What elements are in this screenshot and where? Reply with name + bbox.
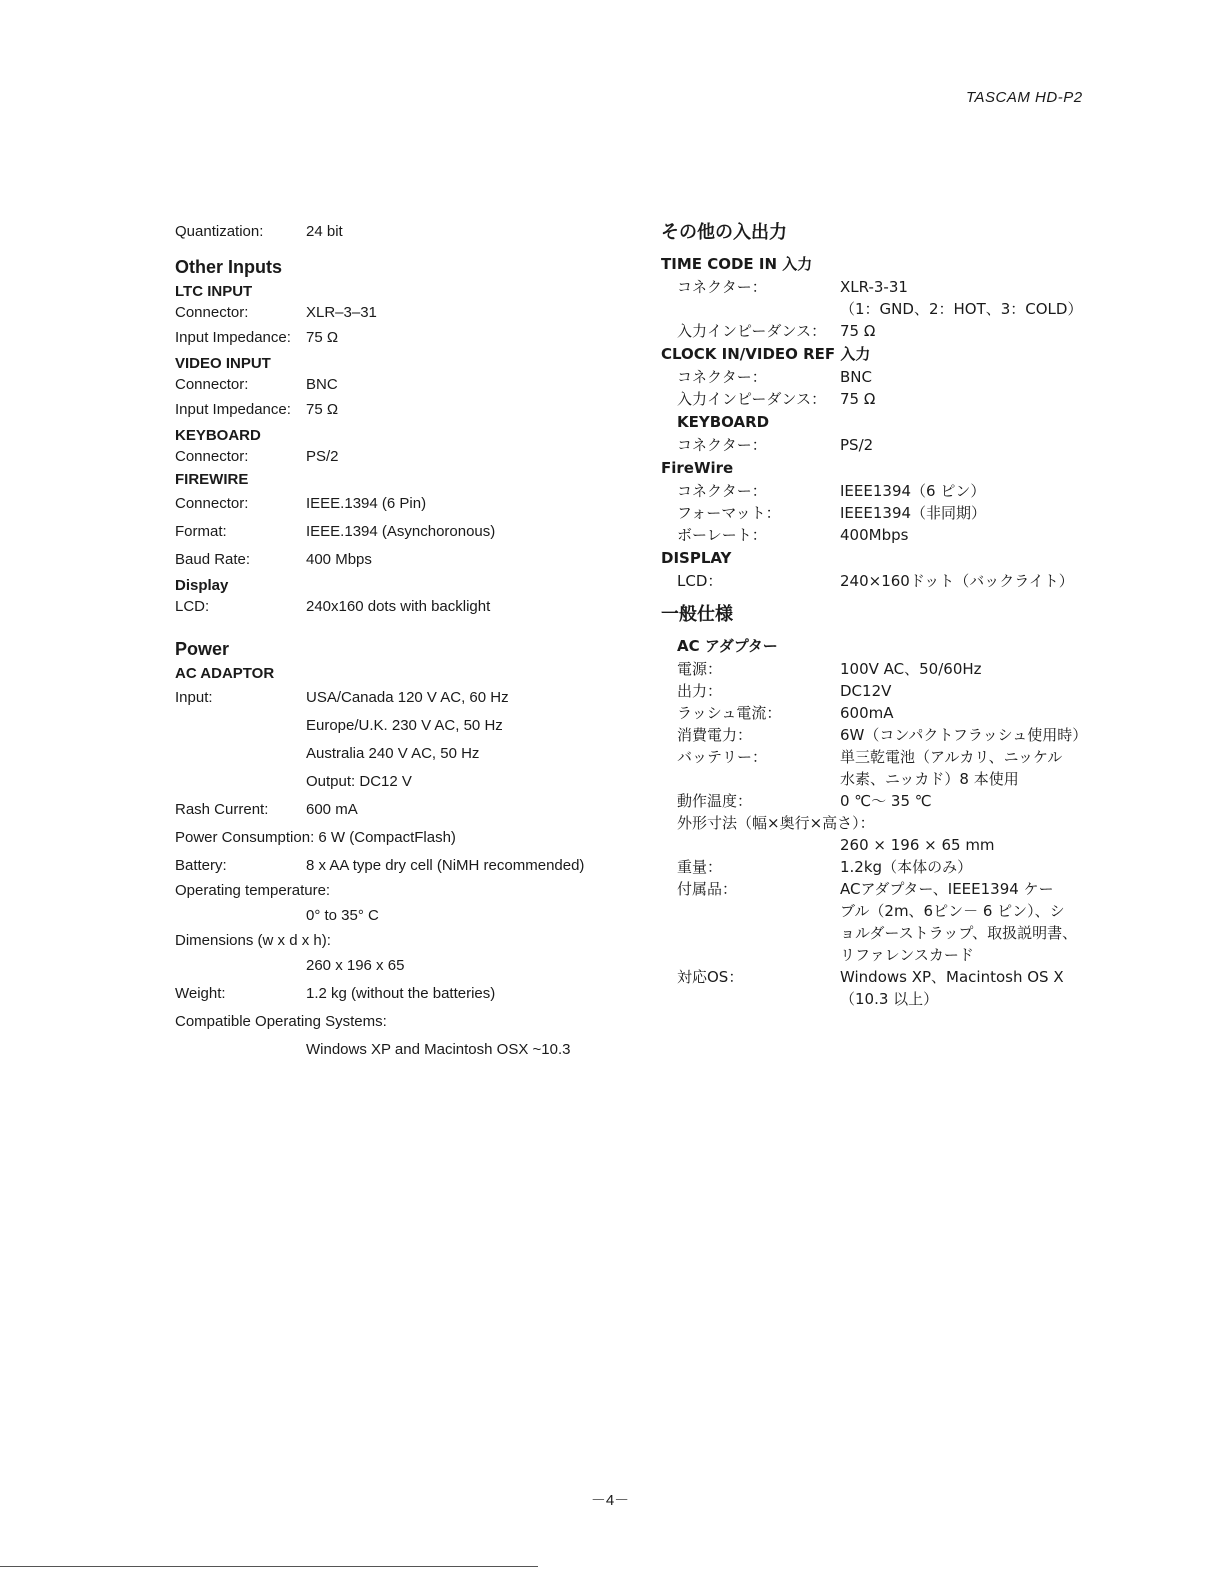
spec-row-battery (175, 852, 615, 880)
spec-value: DC12V (840, 682, 892, 700)
section-heading-power: Power (175, 639, 230, 659)
spec-row-lcd (175, 596, 615, 618)
section-heading-io: その他の入出力 (661, 222, 787, 243)
spec-label: Connector: (175, 304, 249, 321)
subsection-firewire: FIREWIRE (175, 471, 249, 488)
english-spec-column (175, 218, 615, 1064)
spec-row-consumption (661, 724, 1111, 746)
spec-value: USA/Canada 120 V AC, 60 Hz (306, 689, 509, 706)
spec-row-os (661, 966, 1111, 988)
spec-value: 400 Mbps (306, 551, 372, 568)
spec-row-input-line (175, 768, 615, 796)
spec-row-video-connector (175, 374, 615, 396)
spec-row-input (175, 684, 615, 712)
subsection-video-input: VIDEO INPUT (175, 355, 271, 372)
spec-value: Australia 240 V AC, 50 Hz (306, 745, 480, 762)
spec-value: リファレンスカード (840, 946, 974, 964)
spec-row-accessories-cont (661, 944, 1111, 966)
spec-value: 1.2 kg (without the batteries) (306, 985, 496, 1002)
spec-row-keyboard-connector (175, 446, 615, 468)
spec-label: ボーレート： (677, 526, 767, 544)
spec-row-tc-impedance (661, 320, 1111, 342)
spec-row-tc-connector (661, 276, 1111, 298)
spec-label: Compatible Operating Systems: (175, 1013, 387, 1030)
spec-value: 260 × 196 × 65 mm (840, 836, 995, 854)
spec-row-clock-connector (661, 366, 1111, 388)
spec-value: 75 Ω (306, 401, 339, 418)
spec-value: 0 ℃～ 35 ℃ (840, 792, 932, 810)
spec-row-os-value (175, 1036, 615, 1064)
spec-value: （10.3 以上） (840, 990, 939, 1008)
spec-value: ョルダーストラップ、取扱説明書、 (840, 924, 1078, 942)
subsection-firewire: FireWire (661, 459, 734, 477)
spec-label: 入力インピーダンス： (677, 390, 827, 408)
spec-label: LCD: (175, 598, 210, 615)
spec-label: 付属品： (677, 880, 738, 898)
spec-row-os-cont (661, 988, 1111, 1010)
japanese-spec-column (661, 218, 1111, 1010)
spec-row-fw-format (661, 502, 1111, 524)
bottom-divider (0, 1566, 538, 1567)
spec-label: コネクター： (677, 436, 767, 454)
spec-label: コネクター： (677, 278, 767, 296)
spec-row-battery (661, 746, 1111, 768)
spec-value: 75 Ω (840, 322, 876, 340)
spec-label: Connector: (175, 376, 249, 393)
spec-value: XLR-3-31 (840, 278, 908, 296)
spec-value: XLR–3–31 (306, 304, 377, 321)
spec-value: 600 mA (306, 801, 358, 818)
spec-row-input-line (175, 740, 615, 768)
spec-value: 水素、ニッカド）8 本使用 (840, 770, 1019, 788)
spec-row-weight (175, 980, 615, 1008)
subsection-ac-adapter: AC アダプター (677, 637, 778, 655)
spec-label: 電源： (677, 660, 723, 678)
spec-row-dim-value (661, 834, 1111, 856)
spec-row-battery-cont (661, 768, 1111, 790)
spec-value: PS/2 (840, 436, 874, 454)
spec-value: IEEE.1394 (Asynchoronous) (306, 523, 496, 540)
spec-value: IEEE.1394 (6 Pin) (306, 495, 427, 512)
spec-label: Dimensions (w x d x h): (175, 932, 331, 949)
spec-value: Windows XP、Macintosh OS X (840, 968, 1064, 986)
spec-row-accessories-cont (661, 922, 1111, 944)
spec-label: 入力インピーダンス： (677, 322, 827, 340)
spec-value: 240x160 dots with backlight (306, 598, 491, 615)
spec-value: 0° to 35° C (306, 907, 379, 924)
spec-row-firewire-connector (175, 490, 615, 518)
spec-value: 75 Ω (840, 390, 876, 408)
spec-value: BNC (840, 368, 872, 386)
spec-row-rash-current (175, 796, 615, 824)
spec-row-power (661, 658, 1111, 680)
spec-value: Output: DC12 V (306, 773, 412, 790)
spec-label: 消費電力： (677, 726, 753, 744)
spec-label: Baud Rate: (175, 551, 251, 568)
spec-row-tc-connector-note (661, 298, 1111, 320)
spec-label: Rash Current: (175, 801, 269, 818)
spec-label: Connector: (175, 495, 249, 512)
spec-value: （1：GND、2：HOT、3：COLD） (840, 300, 1083, 318)
spec-row-lcd (661, 570, 1111, 592)
spec-label: Format: (175, 523, 227, 540)
spec-row-clock-impedance (661, 388, 1111, 410)
spec-row-dim-label (175, 930, 615, 952)
spec-label: 出力： (677, 682, 723, 700)
spec-value: IEEE1394（非同期） (840, 504, 987, 522)
spec-value: ブル（2m、6ピン－ 6 ピン）、シ (840, 902, 1065, 920)
spec-row-quantization (175, 218, 615, 246)
spec-value: 400Mbps (840, 526, 909, 544)
spec-value: Europe/U.K. 230 V AC, 50 Hz (306, 717, 503, 734)
spec-label: Operating temperature: (175, 882, 331, 899)
subsection-display: Display (175, 577, 229, 594)
spec-row-accessories (661, 878, 1111, 900)
spec-value: IEEE1394（6 ピン） (840, 482, 986, 500)
spec-row-dim-label (661, 812, 1111, 834)
section-heading-general: 一般仕様 (661, 604, 733, 625)
spec-label: Input: (175, 689, 213, 706)
spec-row-temp-label (175, 880, 615, 902)
spec-label: 重量： (677, 858, 723, 876)
spec-row-fw-connector (661, 480, 1111, 502)
spec-label: Input Impedance: (175, 401, 291, 418)
spec-label: 対応OS： (677, 968, 744, 986)
spec-row-output (661, 680, 1111, 702)
subsection-keyboard: KEYBOARD (175, 427, 261, 444)
subsection-display: DISPLAY (661, 549, 732, 567)
spec-value: 24 bit (306, 223, 343, 240)
spec-row-firewire-baud (175, 546, 615, 574)
spec-row-input-line (175, 712, 615, 740)
spec-row-os-label (175, 1008, 615, 1036)
spec-value: 240×160ドット（バックライト） (840, 572, 1074, 590)
spec-value: ACアダプター、IEEE1394 ケー (840, 880, 1054, 898)
section-heading-other-inputs: Other Inputs (175, 257, 282, 277)
spec-label: ラッシュ電流： (677, 704, 782, 722)
spec-value: 8 x AA type dry cell (NiMH recommended) (306, 857, 585, 874)
subsection-ltc-input: LTC INPUT (175, 283, 253, 300)
subsection-clock: CLOCK IN/VIDEO REF 入力 (661, 345, 871, 363)
spec-label: バッテリー： (677, 748, 768, 766)
spec-label: コネクター： (677, 482, 767, 500)
spec-row-weight (661, 856, 1111, 878)
spec-row-ltc-connector (175, 302, 615, 324)
spec-label: コネクター： (677, 368, 767, 386)
spec-row-rush (661, 702, 1111, 724)
spec-row-consumption (175, 824, 615, 852)
spec-label: Weight: (175, 985, 226, 1002)
spec-value: Windows XP and Macintosh OSX ~10.3 (306, 1041, 571, 1058)
spec-row-firewire-format (175, 518, 615, 546)
spec-label: Input Impedance: (175, 329, 291, 346)
subsection-ac-adaptor: AC ADAPTOR (175, 665, 275, 682)
spec-value: 260 x 196 x 65 (306, 957, 405, 974)
spec-value: 100V AC、50/60Hz (840, 660, 982, 678)
spec-value: 600mA (840, 704, 894, 722)
spec-label: 動作温度： (677, 792, 753, 810)
spec-row-video-impedance (175, 396, 615, 424)
document-header-title: TASCAM HD-P2 (966, 89, 1083, 106)
spec-value: 1.2kg（本体のみ） (840, 858, 973, 876)
spec-value: 75 Ω (306, 329, 339, 346)
spec-label: 外形寸法（幅×奥行×高さ）： (677, 814, 875, 832)
spec-value: PS/2 (306, 448, 339, 465)
spec-label: LCD： (677, 572, 723, 590)
spec-row-ltc-impedance (175, 324, 615, 352)
spec-row-temp-value (175, 902, 615, 930)
spec-text: Power Consumption: 6 W (CompactFlash) (175, 829, 456, 846)
spec-row-dim-value (175, 952, 615, 980)
spec-row-accessories-cont (661, 900, 1111, 922)
subsection-keyboard: KEYBOARD (677, 413, 770, 431)
spec-label: Battery: (175, 857, 227, 874)
page-number: －4－ (590, 1492, 630, 1509)
spec-label: Connector: (175, 448, 249, 465)
spec-value: BNC (306, 376, 338, 393)
spec-row-keyboard-connector (661, 434, 1111, 456)
spec-label: Quantization: (175, 223, 264, 240)
spec-label: フォーマット： (677, 504, 781, 522)
spec-value: 単三乾電池（アルカリ、ニッケル (840, 748, 1063, 766)
subsection-timecode: TIME CODE IN 入力 (661, 255, 813, 273)
spec-row-fw-baud (661, 524, 1111, 546)
spec-value: 6W（コンパクトフラッシュ使用時） (840, 726, 1088, 744)
spec-row-temp (661, 790, 1111, 812)
